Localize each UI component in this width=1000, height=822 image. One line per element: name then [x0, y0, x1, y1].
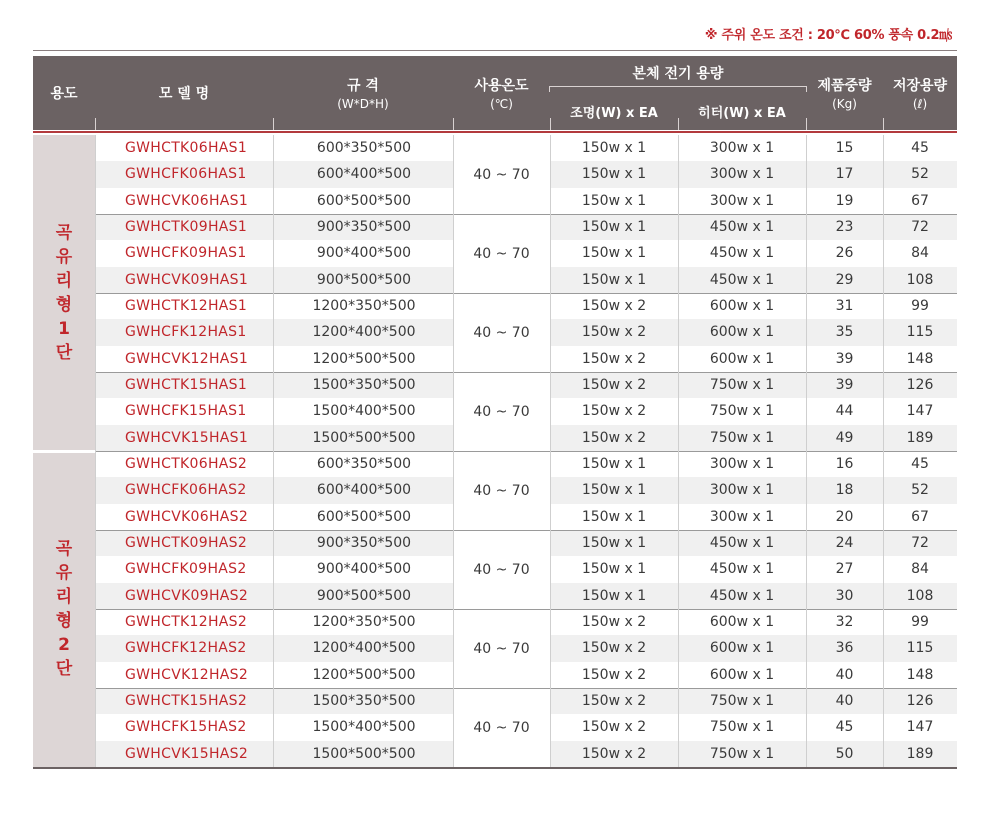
block-rule: [95, 530, 957, 531]
condition-note: ※ 주위 온도 조건 : 20℃ 60% 풍속 0.2㎧: [704, 28, 952, 43]
model-cell: GWHCTK15HAS1: [125, 377, 248, 394]
light-cell: 150w x 2: [581, 614, 647, 631]
temp-cell: 40 ~ 70: [453, 372, 550, 451]
heater-cell: 450w x 1: [709, 561, 775, 578]
heater-cell: 600w x 1: [709, 640, 775, 657]
model-cell: GWHCVK09HAS1: [125, 271, 249, 288]
group-separator: [33, 450, 95, 453]
group-label-char: 유: [55, 247, 73, 267]
weight-cell: 36: [835, 640, 854, 657]
header-tick: [883, 118, 884, 130]
weight-cell: 35: [835, 324, 854, 341]
volume-cell: 189: [906, 429, 934, 446]
block-rule: [95, 293, 957, 294]
spec-cell: 1200*400*500: [312, 324, 416, 341]
weight-cell: 29: [835, 271, 854, 288]
volume-cell: 126: [906, 377, 934, 394]
volume-cell: 126: [906, 693, 934, 710]
heater-cell: 300w x 1: [709, 192, 775, 209]
light-cell: 150w x 2: [581, 693, 647, 710]
block-rule: [95, 688, 957, 689]
volume-cell: 84: [911, 245, 929, 262]
block-rule: [95, 372, 957, 373]
heater-cell: 750w x 1: [709, 377, 775, 394]
heater-cell: 750w x 1: [709, 745, 775, 762]
column-rule: [550, 135, 551, 767]
table-header: [33, 56, 957, 130]
group-label-char: 형: [55, 295, 73, 315]
spec-cell: 1500*500*500: [312, 429, 416, 446]
model-cell: GWHCFK15HAS2: [125, 719, 247, 736]
light-cell: 150w x 2: [581, 640, 647, 657]
light-cell: 150w x 2: [581, 719, 647, 736]
spec-cell: 1500*400*500: [312, 403, 416, 420]
model-cell: GWHCTK06HAS1: [125, 140, 248, 157]
light-cell: 150w x 2: [581, 666, 647, 683]
header-spec: [273, 56, 453, 130]
model-cell: GWHCVK06HAS1: [125, 192, 249, 209]
header-light: 조명(W) x EA: [570, 105, 658, 121]
light-cell: 150w x 1: [581, 535, 647, 552]
spec-cell: 1200*400*500: [312, 640, 416, 657]
spec-table: [33, 135, 957, 767]
light-cell: 150w x 1: [581, 140, 647, 157]
light-cell: 150w x 2: [581, 745, 647, 762]
header-weight: [806, 56, 883, 130]
light-cell: 150w x 1: [581, 561, 647, 578]
spec-cell: 600*400*500: [316, 166, 412, 183]
block-rule: [95, 214, 957, 215]
group-label-char: 곡: [55, 539, 73, 559]
header-volume-sub: (ℓ): [912, 97, 928, 111]
header-spec-label: 규 격: [347, 78, 379, 94]
volume-cell: 52: [911, 482, 929, 499]
spec-cell: 1200*350*500: [312, 614, 416, 631]
spec-cell: 1200*500*500: [312, 350, 416, 367]
weight-cell: 45: [835, 719, 854, 736]
weight-cell: 40: [835, 666, 854, 683]
column-rule: [806, 135, 807, 767]
model-cell: GWHCTK15HAS2: [125, 693, 248, 710]
spec-cell: 900*500*500: [316, 587, 412, 604]
model-cell: GWHCTK12HAS2: [125, 614, 248, 631]
volume-cell: 72: [911, 219, 929, 236]
spec-cell: 1500*350*500: [312, 377, 416, 394]
light-cell: 150w x 1: [581, 219, 647, 236]
spec-cell: 600*350*500: [316, 140, 412, 157]
header-body-power: [550, 56, 806, 90]
temp-cell: 40 ~ 70: [453, 293, 550, 372]
temp-cell: 40 ~ 70: [453, 688, 550, 767]
weight-cell: 24: [835, 535, 854, 552]
volume-cell: 147: [906, 403, 934, 420]
light-cell: 150w x 1: [581, 456, 647, 473]
model-cell: GWHCFK09HAS2: [125, 561, 247, 578]
header-temp: [453, 56, 550, 130]
weight-cell: 31: [835, 298, 854, 315]
group-label-char: 2: [58, 635, 70, 655]
heater-cell: 750w x 1: [709, 403, 775, 420]
volume-cell: 189: [906, 745, 934, 762]
weight-cell: 16: [835, 456, 854, 473]
heater-cell: 300w x 1: [709, 508, 775, 525]
weight-cell: 19: [835, 192, 854, 209]
light-cell: 150w x 1: [581, 271, 647, 288]
temp-cell: 40 ~ 70: [453, 135, 550, 214]
header-temp-sub: (℃): [490, 97, 513, 111]
group-label-char: 유: [55, 563, 73, 583]
header-heater: 히터(W) x EA: [698, 105, 786, 121]
column-rule: [453, 135, 454, 767]
volume-cell: 99: [911, 298, 929, 315]
light-cell: 150w x 1: [581, 587, 647, 604]
heater-cell: 450w x 1: [709, 535, 775, 552]
heater-cell: 750w x 1: [709, 719, 775, 736]
weight-cell: 50: [835, 745, 854, 762]
group-label-char: 형: [55, 611, 73, 631]
block-rule: [95, 609, 957, 610]
heater-cell: 600w x 1: [709, 666, 775, 683]
header-tick: [95, 118, 96, 130]
group-label-char: 곡: [55, 223, 73, 243]
light-cell: 150w x 2: [581, 350, 647, 367]
volume-cell: 115: [906, 640, 934, 657]
header-tick: [453, 118, 454, 130]
model-cell: GWHCVK09HAS2: [125, 587, 249, 604]
light-cell: 150w x 1: [581, 508, 647, 525]
weight-cell: 15: [835, 140, 854, 157]
weight-cell: 39: [835, 377, 854, 394]
heater-cell: 450w x 1: [709, 219, 775, 236]
weight-cell: 49: [835, 429, 854, 446]
volume-cell: 52: [911, 166, 929, 183]
header-model: [95, 56, 273, 130]
model-cell: GWHCVK12HAS1: [125, 350, 249, 367]
weight-cell: 32: [835, 614, 854, 631]
group-label-char: 리: [55, 271, 73, 291]
volume-cell: 72: [911, 535, 929, 552]
volume-cell: 148: [906, 350, 934, 367]
spec-cell: 1500*350*500: [312, 693, 416, 710]
column-rule: [273, 135, 274, 767]
temp-cell: 40 ~ 70: [453, 214, 550, 293]
light-cell: 150w x 1: [581, 245, 647, 262]
group-label-char: 단: [55, 659, 73, 679]
heater-cell: 450w x 1: [709, 271, 775, 288]
model-cell: GWHCTK09HAS1: [125, 219, 248, 236]
header-weight-label: 제품중량: [817, 78, 872, 94]
header-temp-label: 사용온도: [474, 78, 529, 94]
heater-cell: 450w x 1: [709, 587, 775, 604]
spec-cell: 900*400*500: [316, 561, 412, 578]
light-cell: 150w x 2: [581, 377, 647, 394]
volume-cell: 147: [906, 719, 934, 736]
volume-cell: 67: [911, 508, 929, 525]
spec-cell: 1200*350*500: [312, 298, 416, 315]
spec-cell: 900*350*500: [316, 219, 412, 236]
light-cell: 150w x 1: [581, 166, 647, 183]
heater-cell: 750w x 1: [709, 429, 775, 446]
spec-cell: 900*400*500: [316, 245, 412, 262]
weight-cell: 17: [835, 166, 854, 183]
spec-cell: 600*350*500: [316, 456, 412, 473]
heater-cell: 300w x 1: [709, 140, 775, 157]
block-rule: [95, 451, 957, 452]
spec-cell: 1200*500*500: [312, 666, 416, 683]
header-tick: [678, 118, 679, 130]
volume-cell: 99: [911, 614, 929, 631]
volume-cell: 67: [911, 192, 929, 209]
spec-cell: 900*500*500: [316, 271, 412, 288]
header-tick: [273, 118, 274, 130]
header-body-power-label: 본체 전기 용량: [632, 66, 724, 82]
spec-cell: 1500*400*500: [312, 719, 416, 736]
heater-cell: 300w x 1: [709, 482, 775, 499]
header-usage-label: 용도: [50, 86, 78, 102]
volume-cell: 108: [906, 271, 934, 288]
header-volume-label: 저장용량: [892, 78, 948, 94]
temp-cell: 40 ~ 70: [453, 609, 550, 688]
volume-cell: 108: [906, 587, 934, 604]
weight-cell: 27: [835, 561, 854, 578]
volume-cell: 115: [906, 324, 934, 341]
top-rule: [33, 50, 957, 51]
spec-cell: 1500*500*500: [312, 745, 416, 762]
column-rule: [883, 135, 884, 767]
weight-cell: 39: [835, 350, 854, 367]
heater-cell: 600w x 1: [709, 298, 775, 315]
heater-cell: 300w x 1: [709, 166, 775, 183]
spec-cell: 600*500*500: [316, 192, 412, 209]
spec-cell: 600*400*500: [316, 482, 412, 499]
model-cell: GWHCVK06HAS2: [125, 508, 249, 525]
light-cell: 150w x 1: [581, 192, 647, 209]
temp-cell: 40 ~ 70: [453, 451, 550, 530]
group-label: [33, 135, 95, 451]
heater-cell: 300w x 1: [709, 456, 775, 473]
volume-cell: 148: [906, 666, 934, 683]
model-cell: GWHCFK06HAS1: [125, 166, 247, 183]
model-cell: GWHCTK09HAS2: [125, 535, 248, 552]
model-cell: GWHCFK12HAS1: [125, 324, 247, 341]
weight-cell: 23: [835, 219, 854, 236]
model-cell: GWHCTK06HAS2: [125, 456, 248, 473]
temp-cell: 40 ~ 70: [453, 530, 550, 609]
model-cell: GWHCVK15HAS1: [125, 429, 249, 446]
group-label-char: 단: [55, 343, 73, 363]
weight-cell: 26: [835, 245, 854, 262]
group-label-char: 1: [58, 319, 70, 339]
heater-cell: 600w x 1: [709, 614, 775, 631]
model-cell: GWHCFK06HAS2: [125, 482, 247, 499]
header-tick: [550, 118, 551, 130]
group-label-char: 리: [55, 587, 73, 607]
header-body-bracket: [549, 86, 807, 87]
spec-cell: 600*500*500: [316, 508, 412, 525]
spec-cell: 900*350*500: [316, 535, 412, 552]
volume-cell: 45: [911, 140, 929, 157]
light-cell: 150w x 2: [581, 403, 647, 420]
bottom-rule: [33, 767, 957, 769]
weight-cell: 40: [835, 693, 854, 710]
group-label: [33, 451, 95, 767]
model-cell: GWHCFK09HAS1: [125, 245, 247, 262]
weight-cell: 44: [835, 403, 854, 420]
volume-cell: 45: [911, 456, 929, 473]
model-cell: GWHCVK15HAS2: [125, 745, 249, 762]
model-cell: GWHCFK15HAS1: [125, 403, 247, 420]
weight-cell: 30: [835, 587, 854, 604]
header-usage: [33, 56, 95, 130]
column-rule: [678, 135, 679, 767]
header-bottom-rule: [33, 131, 957, 133]
header-tick: [806, 118, 807, 130]
header-volume: [883, 56, 957, 130]
heater-cell: 450w x 1: [709, 245, 775, 262]
column-rule: [95, 135, 96, 767]
heater-cell: 600w x 1: [709, 350, 775, 367]
light-cell: 150w x 2: [581, 298, 647, 315]
weight-cell: 20: [835, 508, 854, 525]
volume-cell: 84: [911, 561, 929, 578]
header-model-label: 모 델 명: [158, 86, 210, 102]
header-spec-sub: (W*D*H): [337, 97, 389, 111]
heater-cell: 600w x 1: [709, 324, 775, 341]
heater-cell: 750w x 1: [709, 693, 775, 710]
weight-cell: 18: [835, 482, 854, 499]
header-weight-sub: (Kg): [832, 97, 857, 111]
light-cell: 150w x 2: [581, 429, 647, 446]
light-cell: 150w x 2: [581, 324, 647, 341]
model-cell: GWHCFK12HAS2: [125, 640, 247, 657]
model-cell: GWHCTK12HAS1: [125, 298, 248, 315]
light-cell: 150w x 1: [581, 482, 647, 499]
model-cell: GWHCVK12HAS2: [125, 666, 249, 683]
